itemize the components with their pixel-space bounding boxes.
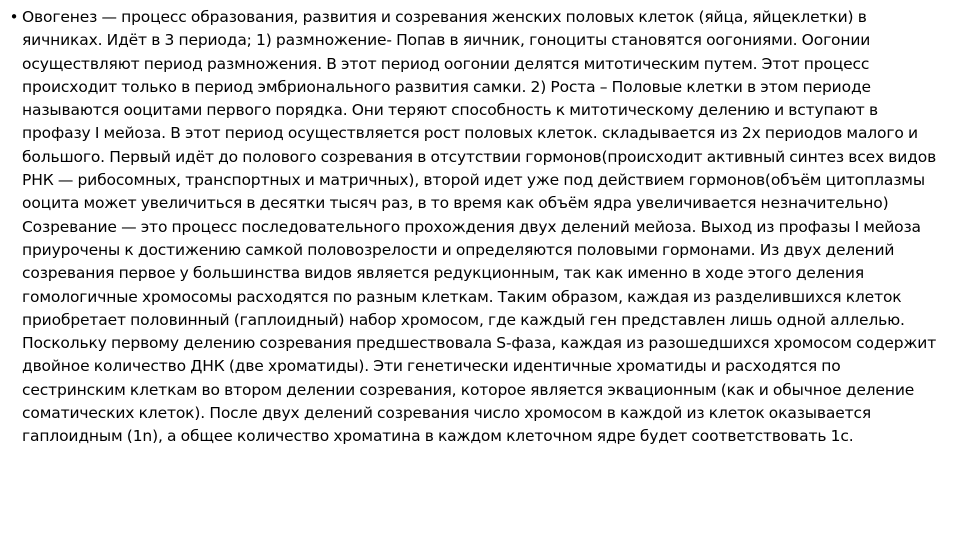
bullet-item: [6, 6, 946, 449]
bullet-marker: •: [9, 8, 19, 26]
body-paragraph: Овогенез — процесс образования, развития и созревания женских половых клеток (яйца, яйцеклетки) в яичниках. Идёт в 3 периода; 1) размножение- Попав в яичник, гоноциты становятся оогониями. Оогонии осуществляют период размножения. В этот период оогонии делятся митотическим путем. Этот процесс происходит только в период эмбрионального развития самки. 2) Роста – Половые клетки в этом периоде называются ооцитами первого порядка. Они теряют способность к митотическому делению и вступают в профазу I мейоза. В этот период осуществляется рост половых клеток. складывается из 2х периодов малого и большого. Первый идёт до полового созревания в отсутствии гормонов(происходит активный синтез всех видов РНК — рибосомных, транспортных и матричных), второй идет уже под действием гормонов(объём цитоплазмы ооцита может увеличиться в десятки тысяч раз, в то время как объём ядра увеличивается незначительно) Созревание — это процесс последовательного прохождения двух делений мейоза. Выход из профазы I мейоза приурочены к достижению самкой половозрелости и определяются половыми гормонами. Из двух делений созревания первое у большинства видов является редукционным, так как именно в ходе этого деления гомологичные хромосомы расходятся по разным клеткам. Таким образом, каждая из разделившихся клеток приобретает половинный (гаплоидный) набор хромосом, где каждый ген представлен лишь одной аллелью. Поскольку первому делению созревания предшествовала S-фаза, каждая из разошедшихся хромосом содержит двойное количество ДНК (две хроматиды). Эти генетически идентичные хроматиды и расходятся по сестринским клеткам во втором делении созревания, которое является эквационным (как и обычное деление соматических клеток). После двух делений созревания число хромосом в каждой из клеток оказывается гаплоидным (1n), а общее количество хроматина в каждом клеточном ядре будет соответствовать 1с.: [22, 8, 937, 446]
